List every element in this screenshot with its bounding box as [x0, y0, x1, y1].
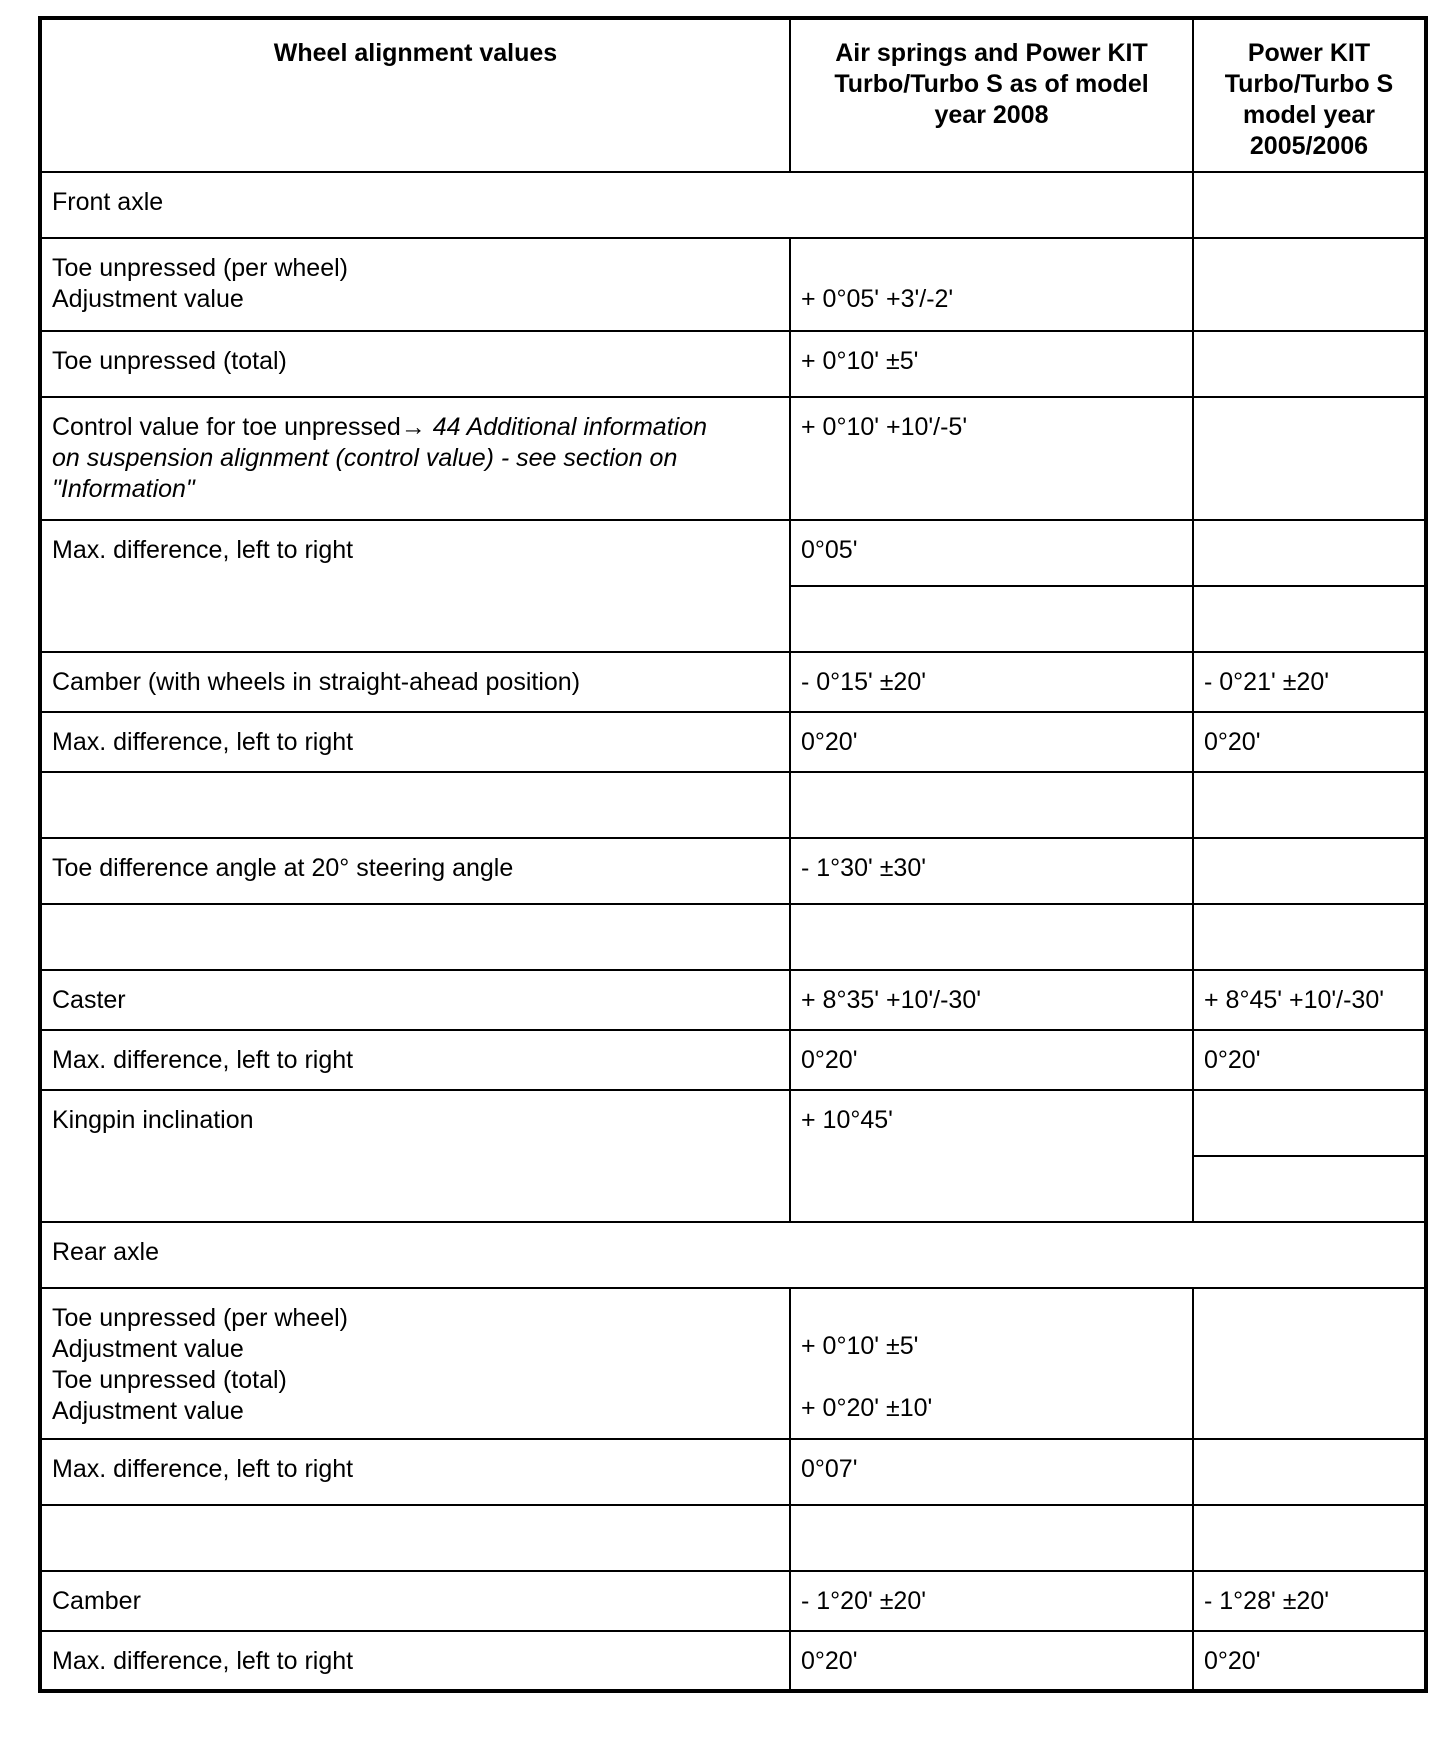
table-cell-empty	[790, 904, 1193, 970]
rear-axle-title: Rear axle	[40, 1222, 1426, 1288]
section-row-rear-axle	[40, 1222, 1426, 1288]
table-row-empty	[40, 772, 1426, 838]
table-cell-empty	[1193, 520, 1426, 586]
label-cell: Max. difference, left to right	[40, 1631, 790, 1691]
table-row-empty	[40, 904, 1426, 970]
label-cell: Caster	[40, 970, 790, 1030]
table-cell-empty	[1193, 331, 1426, 397]
table-row	[40, 1571, 1426, 1631]
value-cell-2005: - 0°21' ±20'	[1193, 652, 1426, 712]
table-row	[40, 1288, 1426, 1439]
label-cell: Toe unpressed (per wheel) Adjustment value Toe unpressed (total) Adjustment value	[40, 1288, 790, 1439]
table-row	[40, 712, 1426, 772]
table-row	[40, 1030, 1426, 1090]
value-cell-2008: 0°20'	[790, 1030, 1193, 1090]
table-cell-empty	[1193, 238, 1426, 331]
table-cell-empty	[790, 586, 1193, 652]
table-cell-empty	[1193, 1156, 1426, 1222]
table-cell-empty	[1193, 838, 1426, 904]
table-row-empty	[40, 1505, 1426, 1571]
header-power-kit-2005-2006: Power KIT Turbo/Turbo S model year 2005/2006	[1193, 18, 1426, 172]
value-cell-2008: - 0°15' ±20'	[790, 652, 1193, 712]
value-cell-2008: + 0°10' +10'/-5'	[790, 397, 1193, 520]
table-row	[40, 331, 1426, 397]
header-wheel-alignment-values: Wheel alignment values	[40, 18, 790, 172]
front-axle-title: Front axle	[40, 172, 1193, 238]
value-cell-2008: + 0°10' ±5' + 0°20' ±10'	[790, 1288, 1193, 1439]
table-cell-empty	[1193, 172, 1426, 238]
alignment-document	[38, 16, 1424, 1693]
table-row	[40, 1090, 1426, 1156]
table-row	[40, 520, 1426, 586]
table-cell-empty	[1193, 904, 1426, 970]
wheel-alignment-table	[38, 16, 1428, 1693]
value-cell-2008: + 8°35' +10'/-30'	[790, 970, 1193, 1030]
value-cell-2005: 0°20'	[1193, 712, 1426, 772]
table-cell-empty	[1193, 1090, 1426, 1156]
value-cell-2008: + 0°10' ±5'	[790, 331, 1193, 397]
value-cell-2008: 0°07'	[790, 1439, 1193, 1505]
label-cell: Max. difference, left to right	[40, 1439, 790, 1505]
table-row	[40, 652, 1426, 712]
cross-reference-link[interactable]: 44 Additional information	[432, 413, 708, 441]
header-air-springs-2008: Air springs and Power KIT Turbo/Turbo S as of model year 2008	[790, 18, 1193, 172]
table-row	[40, 838, 1426, 904]
value-cell-2008: + 10°45'	[790, 1090, 1193, 1222]
table-row	[40, 1631, 1426, 1691]
table-header-row	[40, 18, 1426, 172]
label-cell: Toe unpressed (per wheel) Adjustment value	[40, 238, 790, 331]
value-cell-2005: - 1°28' ±20'	[1193, 1571, 1426, 1631]
table-cell-empty	[40, 772, 790, 838]
table-row	[40, 1439, 1426, 1505]
label-cell: Camber	[40, 1571, 790, 1631]
value-cell-2008: 0°05'	[790, 520, 1193, 586]
section-row-front-axle	[40, 172, 1426, 238]
value-cell-2008: 0°20'	[790, 712, 1193, 772]
label-cell: Max. difference, left to right	[40, 520, 790, 652]
value-cell-2008: 0°20'	[790, 1631, 1193, 1691]
label-cell: Camber (with wheels in straight-ahead position)	[40, 652, 790, 712]
table-row	[40, 397, 1426, 520]
table-cell-empty	[1193, 586, 1426, 652]
value-cell-2008: - 1°20' ±20'	[790, 1571, 1193, 1631]
value-cell-2005: 0°20'	[1193, 1030, 1426, 1090]
label-cell: Control value for toe unpressed→ 44 Additional information on suspension alignment (control value) - see section on "Information"	[40, 397, 790, 520]
value-cell-2005: + 8°45' +10'/-30'	[1193, 970, 1426, 1030]
table-cell-empty	[1193, 772, 1426, 838]
table-cell-empty	[40, 1505, 790, 1571]
label-cell: Toe difference angle at 20° steering angle	[40, 838, 790, 904]
table-cell-empty	[790, 772, 1193, 838]
label-cell: Kingpin inclination	[40, 1090, 790, 1222]
table-cell-empty	[1193, 1439, 1426, 1505]
label-cell: Max. difference, left to right	[40, 1030, 790, 1090]
table-cell-empty	[790, 1505, 1193, 1571]
table-cell-empty	[1193, 397, 1426, 520]
label-cell: Toe unpressed (total)	[40, 331, 790, 397]
table-row	[40, 970, 1426, 1030]
table-cell-empty	[40, 904, 790, 970]
value-cell-2008: + 0°05' +3'/-2'	[790, 238, 1193, 331]
table-cell-empty	[1193, 1288, 1426, 1439]
table-row	[40, 238, 1426, 331]
value-cell-2005: 0°20'	[1193, 1631, 1426, 1691]
table-cell-empty	[1193, 1505, 1426, 1571]
label-cell: Max. difference, left to right	[40, 712, 790, 772]
value-cell-2008: - 1°30' ±30'	[790, 838, 1193, 904]
